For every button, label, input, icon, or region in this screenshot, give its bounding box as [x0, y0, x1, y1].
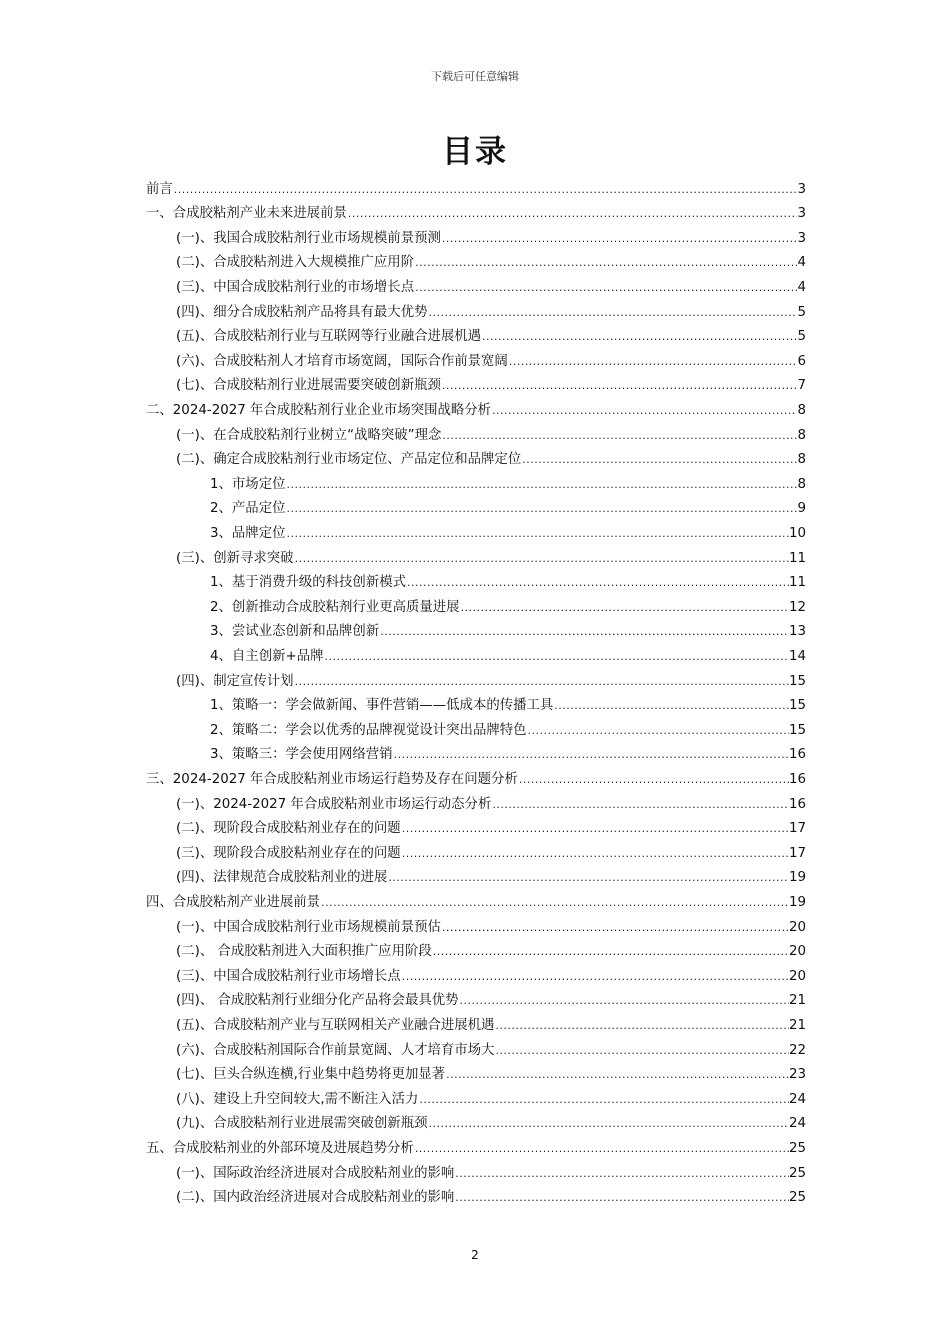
toc-entry-page: 25: [788, 1140, 806, 1156]
toc-dot-leader: [347, 205, 798, 223]
toc-entry-page: 15: [788, 698, 806, 714]
toc-dot-leader: [418, 1091, 789, 1109]
toc-entry-text: (五)、合成胶粘剂行业与互联网等行业融合进展机遇: [176, 329, 482, 345]
toc-dot-leader: [393, 746, 789, 764]
toc-entry-page: 7: [797, 378, 806, 394]
toc-dot-leader: [285, 525, 788, 543]
toc-entry[interactable]: [176, 1158, 806, 1183]
toc-entry-text: (五)、合成胶粘剂产业与互联网相关产业融合进展机遇: [176, 1017, 495, 1033]
toc-dot-leader: [294, 673, 789, 691]
toc-entry[interactable]: [176, 1060, 806, 1085]
toc-entry-text: (一)、2024-2027 年合成胶粘剂业市场运行动态分析: [176, 796, 492, 812]
toc-entry-text: (三)、中国合成胶粘剂行业市场增长点: [176, 968, 401, 984]
toc-dot-leader: [406, 574, 789, 592]
toc-entry-text: 一、合成胶粘剂产业未来进展前景: [146, 206, 347, 222]
toc-entry-text: (七)、巨头合纵连横,行业集中趋势将更加显著: [176, 1067, 446, 1083]
toc-entry[interactable]: [176, 1109, 806, 1134]
toc-entry-page: 25: [788, 1190, 806, 1206]
toc-entry[interactable]: [176, 223, 806, 248]
toc-dot-leader: [494, 1017, 789, 1035]
toc-entry-text: (二)、确定合成胶粘剂行业市场定位、产品定位和品牌定位: [176, 452, 522, 468]
toc-title: 目录: [442, 134, 508, 170]
toc-entry[interactable]: [176, 814, 806, 839]
toc-entry-text: (六)、合成胶粘剂国际合作前景宽阔、人才培育市场大: [176, 1042, 495, 1058]
toc-entry[interactable]: [176, 1010, 806, 1035]
toc-dot-leader: [414, 1140, 789, 1158]
toc-entry-page: 4: [797, 255, 806, 271]
toc-entry[interactable]: [146, 1133, 806, 1158]
toc-entry-page: 5: [797, 329, 806, 345]
toc-entry-page: 10: [788, 525, 806, 541]
toc-dot-leader: [508, 353, 798, 371]
toc-entry[interactable]: [210, 691, 806, 716]
toc-entry-text: (二)、国内政治经济进展对合成胶粘剂业的影响: [176, 1190, 455, 1206]
toc-entry[interactable]: [176, 1035, 806, 1060]
toc-dot-leader: [320, 894, 789, 912]
toc-entry-text: (八)、建设上升空间较大,需不断注入活力: [176, 1091, 419, 1107]
toc-entry-text: (二)、现阶段合成胶粘剂业存在的问题: [176, 821, 401, 837]
toc-dot-leader: [441, 919, 789, 937]
toc-dot-leader: [527, 722, 789, 740]
toc-dot-leader: [294, 550, 789, 568]
toc-entry-text: 4、自主创新+品牌: [210, 648, 324, 664]
toc-entry-page: 4: [797, 279, 806, 295]
toc-entry[interactable]: [146, 174, 806, 199]
toc-dot-leader: [432, 943, 789, 961]
toc-dot-leader: [553, 697, 789, 715]
toc-dot-leader: [387, 869, 789, 887]
toc-entry-page: 22: [788, 1042, 806, 1058]
toc-entry-page: 6: [797, 353, 806, 369]
toc-entry-text: 2、创新推动合成胶粘剂行业更高质量进展: [210, 599, 460, 615]
toc-entry[interactable]: [146, 764, 806, 789]
toc-dot-leader: [414, 254, 797, 272]
toc-entry-page: 3: [797, 230, 806, 246]
toc-entry-page: 8: [797, 476, 806, 492]
toc-entry[interactable]: [210, 568, 806, 593]
toc-entry[interactable]: [176, 248, 806, 273]
toc-entry-text: 2、策略二：学会以优秀的品牌视觉设计突出品牌特色: [210, 722, 527, 738]
toc-dot-leader: [379, 623, 789, 641]
toc-entry-page: 24: [788, 1116, 806, 1132]
toc-entry-page: 9: [797, 501, 806, 517]
toc-entry-page: 11: [788, 575, 806, 591]
toc-entry-text: 二、2024-2027 年合成胶粘剂行业企业市场突围战略分析: [146, 402, 492, 418]
toc-entry-page: 16: [788, 771, 806, 787]
toc-entry-page: 20: [788, 919, 806, 935]
toc-dot-leader: [427, 304, 797, 322]
toc-entry[interactable]: [176, 272, 806, 297]
toc-entry[interactable]: [210, 494, 806, 519]
toc-entry-page: 19: [788, 894, 806, 910]
toc-entry-page: 3: [797, 181, 806, 197]
toc-entry-page: 21: [788, 993, 806, 1009]
toc-entry-page: 20: [788, 968, 806, 984]
toc-entry-page: 23: [788, 1067, 806, 1083]
toc-entry-text: 3、品牌定位: [210, 525, 286, 541]
toc-entry-page: 24: [788, 1091, 806, 1107]
toc-entry-text: 1、市场定位: [210, 476, 286, 492]
toc-entry[interactable]: [176, 543, 806, 568]
toc-dot-leader: [459, 992, 789, 1010]
toc-entry-text: (四)、法律规范合成胶粘剂业的进展: [176, 870, 388, 886]
toc-entry-text: 五、合成胶粘剂业的外部环境及进展趋势分析: [146, 1140, 414, 1156]
toc-dot-leader: [285, 476, 797, 494]
toc-entry-text: 1、策略一：学会做新闻、事件营销——低成本的传播工具: [210, 698, 554, 714]
toc-entry-text: (九)、合成胶粘剂行业进展需突破创新瓶颈: [176, 1116, 428, 1132]
toc-entry-text: 前言: [146, 181, 173, 197]
toc-entry[interactable]: [176, 912, 806, 937]
toc-entry[interactable]: [176, 986, 806, 1011]
toc-dot-leader: [521, 451, 797, 469]
toc-entry[interactable]: [210, 715, 806, 740]
toc-entry-text: 3、尝试业态创新和品牌创新: [210, 624, 380, 640]
toc-entry[interactable]: [176, 961, 806, 986]
toc-entry[interactable]: [176, 420, 806, 445]
toc-dot-leader: [401, 845, 789, 863]
toc-entry[interactable]: [176, 1084, 806, 1109]
toc-entry-page: 3: [797, 206, 806, 222]
toc-dot-leader: [491, 796, 789, 814]
toc-entry-page: 16: [788, 747, 806, 763]
toc-entry-text: (四)、制定宣传计划: [176, 673, 294, 689]
toc-entry[interactable]: [176, 937, 806, 962]
toc-entry-page: 15: [788, 722, 806, 738]
toc-dot-leader: [445, 1066, 789, 1084]
toc-entry-page: 17: [788, 845, 806, 861]
toc-entry-text: 1、基于消费升级的科技创新模式: [210, 575, 406, 591]
toc-dot-leader: [518, 771, 789, 789]
toc-entry[interactable]: [210, 469, 806, 494]
toc-entry-page: 15: [788, 673, 806, 689]
toc-dot-leader: [441, 427, 797, 445]
toc-dot-leader: [494, 1042, 789, 1060]
toc-entry[interactable]: [210, 617, 806, 642]
toc-entry[interactable]: [210, 592, 806, 617]
toc-entry-text: 四、合成胶粘剂产业进展前景: [146, 894, 321, 910]
toc-entry-page: 5: [797, 304, 806, 320]
toc-dot-leader: [441, 230, 798, 248]
toc-dot-leader: [401, 968, 789, 986]
toc-entry-text: 三、2024-2027 年合成胶粘剂业市场运行趋势及存在问题分析: [146, 771, 518, 787]
toc-entry-text: (一)、国际政治经济进展对合成胶粘剂业的影响: [176, 1165, 455, 1181]
toc-entry[interactable]: [176, 863, 806, 888]
toc-entry-page: 19: [788, 870, 806, 886]
toc-dot-leader: [323, 648, 788, 666]
toc-dot-leader: [414, 279, 797, 297]
toc-dot-leader: [173, 181, 798, 199]
toc-entry-text: (二)、 合成胶粘剂进入大面积推广应用阶段: [176, 944, 432, 960]
toc-entry[interactable]: [210, 518, 806, 543]
toc-entry-text: (四)、细分合成胶粘剂产品将具有最大优势: [176, 304, 428, 320]
toc-entry[interactable]: [176, 838, 806, 863]
toc-entry[interactable]: [176, 1183, 806, 1208]
toc-dot-leader: [427, 1115, 788, 1133]
toc-dot-leader: [454, 1165, 789, 1183]
toc-entry[interactable]: [210, 740, 806, 765]
toc-entry-page: 14: [788, 648, 806, 664]
toc-entry-text: (三)、中国合成胶粘剂行业的市场增长点: [176, 279, 415, 295]
toc-entry[interactable]: [210, 641, 806, 666]
toc-dot-leader: [441, 377, 798, 395]
page-number: 2: [471, 1248, 479, 1262]
toc-entry[interactable]: [176, 371, 806, 396]
toc-entry-text: (七)、合成胶粘剂行业进展需要突破创新瓶颈: [176, 378, 441, 394]
toc-entry-text: (二)、合成胶粘剂进入大规模推广应用阶: [176, 255, 415, 271]
toc-entry[interactable]: [176, 666, 806, 691]
toc-dot-leader: [481, 328, 797, 346]
toc-entry-text: (三)、现阶段合成胶粘剂业存在的问题: [176, 845, 401, 861]
toc-entry-text: (四)、 合成胶粘剂行业细分化产品将会最具优势: [176, 993, 459, 1009]
toc-dot-leader: [454, 1189, 789, 1207]
toc-dot-leader: [401, 820, 789, 838]
toc-entry[interactable]: [146, 887, 806, 912]
toc-entry-text: (一)、我国合成胶粘剂行业市场规模前景预测: [176, 230, 441, 246]
toc-entry-page: 12: [788, 599, 806, 615]
toc-entry-page: 20: [788, 944, 806, 960]
toc-entry-page: 8: [797, 427, 806, 443]
header-note: 下载后可任意编辑: [431, 70, 519, 83]
toc-entry-text: 2、产品定位: [210, 501, 286, 517]
toc-entry[interactable]: [176, 346, 806, 371]
toc-entry[interactable]: [176, 445, 806, 470]
toc-entry-page: 11: [788, 550, 806, 566]
toc-entry-page: 25: [788, 1165, 806, 1181]
toc-entry[interactable]: [176, 297, 806, 322]
toc-entry-page: 8: [797, 452, 806, 468]
toc-entry[interactable]: [176, 789, 806, 814]
toc-dot-leader: [491, 402, 797, 420]
toc-entry-page: 13: [788, 624, 806, 640]
toc-entry-text: (一)、在合成胶粘剂行业树立“战略突破”理念: [176, 427, 442, 443]
toc-entry-page: 17: [788, 821, 806, 837]
toc-entry[interactable]: [146, 395, 806, 420]
toc-entry-text: (六)、合成胶粘剂人才培育市场宽阔，国际合作前景宽阔: [176, 353, 508, 369]
toc-entry[interactable]: [176, 322, 806, 347]
toc-dot-leader: [460, 599, 789, 617]
toc-entry-page: 8: [797, 402, 806, 418]
toc-entry-text: (三)、创新寻求突破: [176, 550, 294, 566]
toc-entry[interactable]: [146, 199, 806, 224]
toc-entry-text: (一)、中国合成胶粘剂行业市场规模前景预估: [176, 919, 441, 935]
toc-entry-page: 16: [788, 796, 806, 812]
toc-entry-text: 3、策略三：学会使用网络营销: [210, 747, 393, 763]
toc-entry-page: 21: [788, 1017, 806, 1033]
toc-dot-leader: [285, 500, 797, 518]
